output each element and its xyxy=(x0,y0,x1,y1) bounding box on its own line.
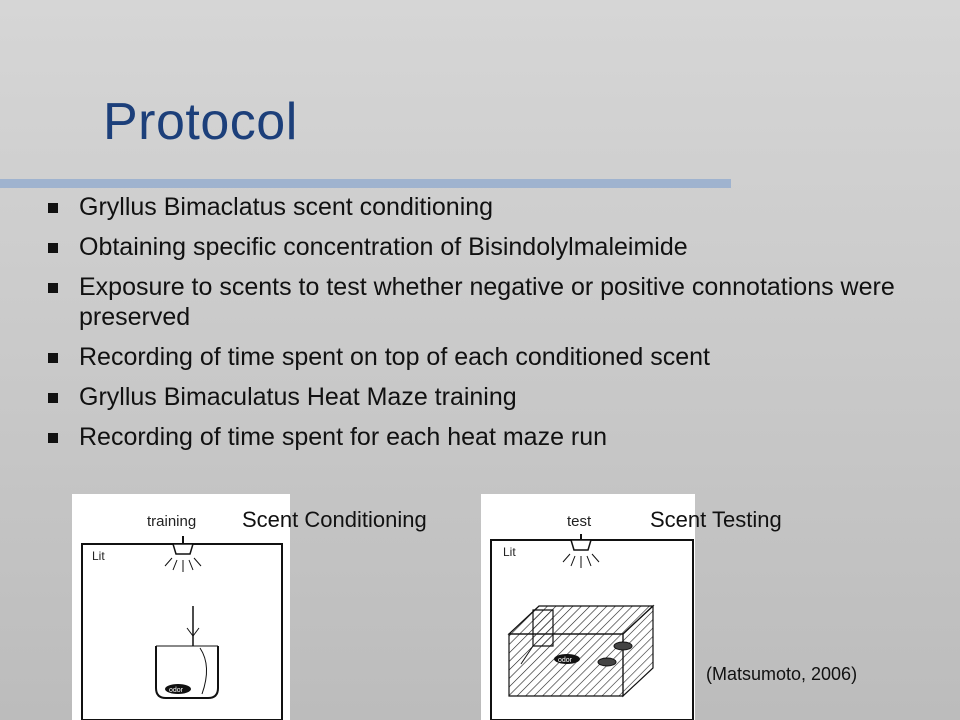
citation: (Matsumoto, 2006) xyxy=(706,664,858,684)
bullet-text: Recording of time spent for each heat maze run xyxy=(79,423,608,451)
training-dish-label: odor xyxy=(169,687,184,694)
training-lamp-icon xyxy=(165,536,201,572)
bullet-square-icon xyxy=(48,243,58,253)
test-spot-label: odor xyxy=(558,657,573,664)
bullet-square-icon xyxy=(48,433,58,443)
bullet-text: Gryllus Bimaculatus Heat Maze training xyxy=(79,383,517,411)
bullet-item xyxy=(48,232,928,262)
bullet-text: Exposure to scents to test whether negative or positive connotations were preserved xyxy=(79,273,895,331)
training-dish-icon xyxy=(156,646,218,698)
slide-title: Protocol xyxy=(103,93,298,151)
caption-scent-conditioning: Scent Conditioning xyxy=(242,507,427,532)
test-lit-label: Lit xyxy=(503,545,516,559)
bullet-square-icon xyxy=(48,393,58,403)
bullet-item xyxy=(48,272,928,332)
training-lit-label: Lit xyxy=(92,549,105,563)
bullet-item xyxy=(48,342,928,372)
test-heading: test xyxy=(567,513,592,530)
bullet-square-icon xyxy=(48,283,58,293)
bullet-item xyxy=(48,422,928,452)
bullet-item xyxy=(48,382,928,412)
test-maze-block xyxy=(509,606,653,696)
caption-scent-testing: Scent Testing xyxy=(650,507,782,532)
bullet-list xyxy=(48,192,928,462)
bullet-text: Gryllus Bimaclatus scent conditioning xyxy=(79,193,494,221)
bullet-text: Obtaining specific concentration of Bisindolylmaleimide xyxy=(79,233,688,261)
training-heading: training xyxy=(147,513,197,530)
title-divider xyxy=(0,179,731,188)
bullet-item xyxy=(48,192,928,222)
bullet-square-icon xyxy=(48,353,58,363)
bullet-square-icon xyxy=(48,203,58,213)
bullet-text: Recording of time spent on top of each conditioned scent xyxy=(79,343,710,371)
